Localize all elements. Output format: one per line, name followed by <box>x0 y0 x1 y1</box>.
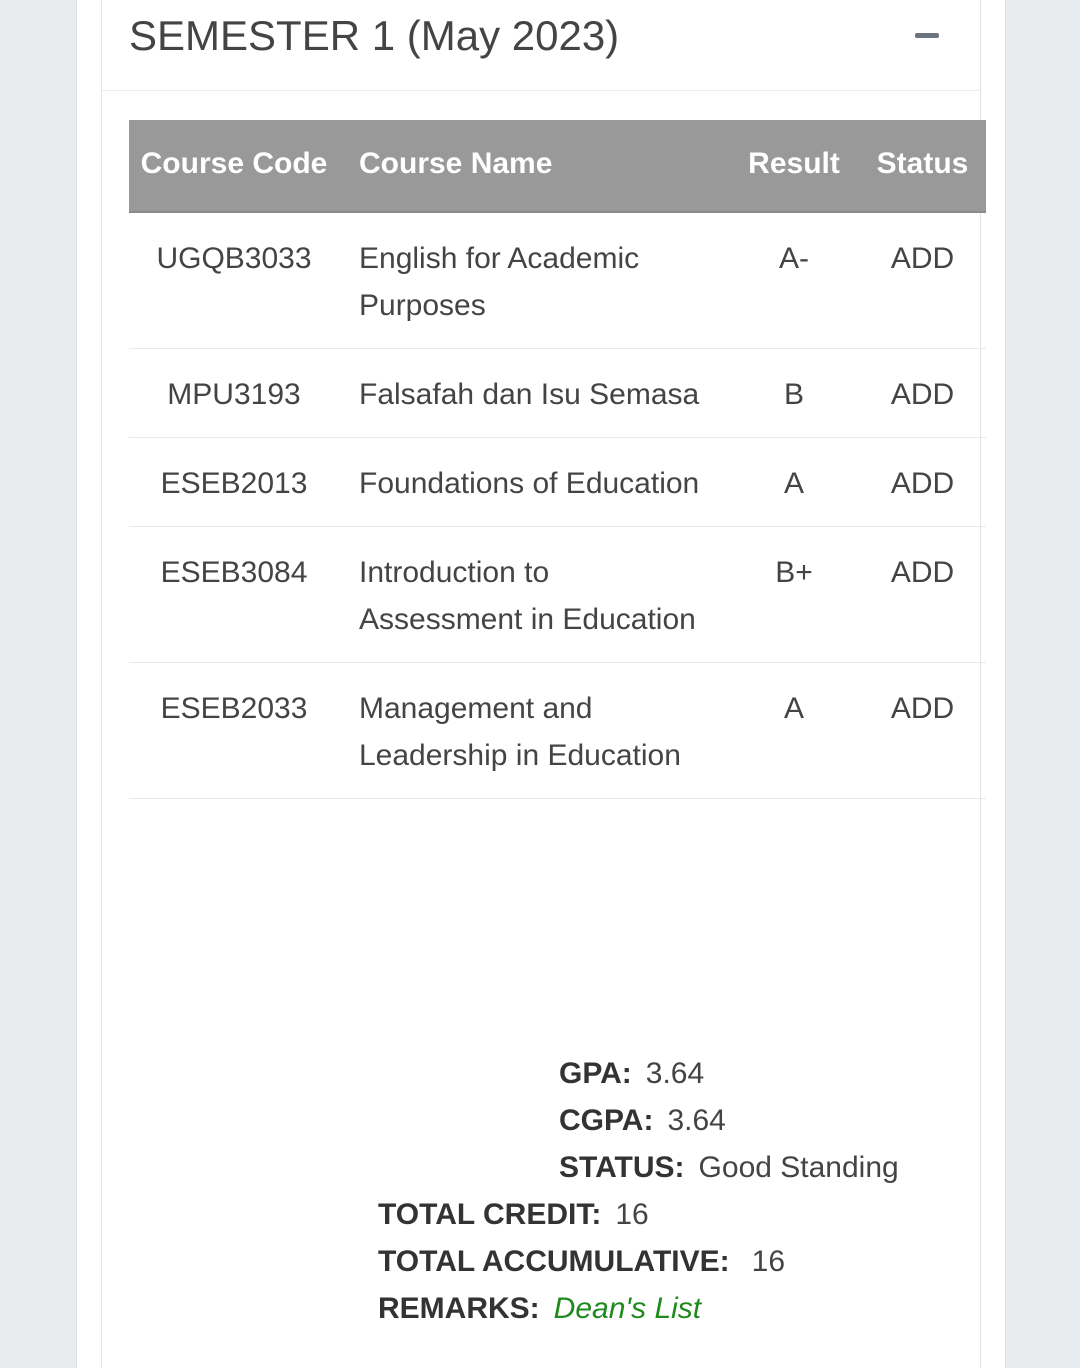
table-row <box>129 663 986 799</box>
course-name-cell: Foundations of Education <box>339 438 729 527</box>
total-accumulative-line <box>378 1238 785 1285</box>
course-code-cell: ESEB3084 <box>129 527 339 663</box>
result-cell: A- <box>729 212 859 349</box>
gpa-label: GPA: <box>559 1057 632 1090</box>
course-name-cell: Introduction to Assessment in Education <box>339 527 729 663</box>
course-name-cell: Management and Leadership in Education <box>339 663 729 799</box>
remarks-label: REMARKS: <box>378 1292 540 1325</box>
cgpa-value: 3.64 <box>667 1104 726 1137</box>
status-label: STATUS: <box>559 1151 685 1184</box>
result-cell: B+ <box>729 527 859 663</box>
cgpa-label: CGPA: <box>559 1104 654 1137</box>
gpa-value: 3.64 <box>645 1057 705 1090</box>
semester-card <box>101 0 981 1368</box>
total-accumulative-label: TOTAL ACCUMULATIVE: <box>378 1245 730 1278</box>
table-row <box>129 527 986 663</box>
status-cell: ADD <box>859 663 986 799</box>
column-header-course-code: Course Code <box>129 120 339 212</box>
status-cell: ADD <box>859 349 986 438</box>
column-header-course-name: Course Name <box>339 120 729 212</box>
total-credit-value: 16 <box>615 1198 649 1231</box>
page-container <box>76 0 1006 1368</box>
gpa-line <box>559 1050 704 1097</box>
collapse-button[interactable] <box>904 16 948 54</box>
course-results-table <box>129 120 986 799</box>
total-credit-label: TOTAL CREDIT: <box>378 1198 602 1231</box>
course-code-cell: ESEB2033 <box>129 663 339 799</box>
column-header-status: Status <box>859 120 986 212</box>
remarks-value: Dean's List <box>553 1292 702 1325</box>
result-cell: A <box>729 438 859 527</box>
table-row <box>129 349 986 438</box>
status-cell: ADD <box>859 438 986 527</box>
total-accumulative-value: 16 <box>751 1245 786 1278</box>
course-code-cell: ESEB2013 <box>129 438 339 527</box>
table-header-row <box>129 120 986 212</box>
course-code-cell: MPU3193 <box>129 349 339 438</box>
table-row <box>129 438 986 527</box>
semester-card-header[interactable] <box>102 0 980 91</box>
result-cell: A <box>729 663 859 799</box>
course-name-cell: English for Academic Purposes <box>339 212 729 349</box>
table-row <box>129 212 986 349</box>
status-cell: ADD <box>859 527 986 663</box>
minus-icon <box>915 33 939 38</box>
cgpa-line <box>559 1097 726 1144</box>
total-credit-line <box>378 1191 649 1238</box>
status-line <box>559 1144 899 1191</box>
status-cell: ADD <box>859 212 986 349</box>
result-cell: B <box>729 349 859 438</box>
status-value: Good Standing <box>698 1151 899 1184</box>
semester-title: SEMESTER 1 (May 2023) <box>129 12 620 59</box>
column-header-result: Result <box>729 120 859 212</box>
course-name-cell: Falsafah dan Isu Semasa <box>339 349 729 438</box>
remarks-line <box>378 1285 701 1332</box>
course-code-cell: UGQB3033 <box>129 212 339 349</box>
